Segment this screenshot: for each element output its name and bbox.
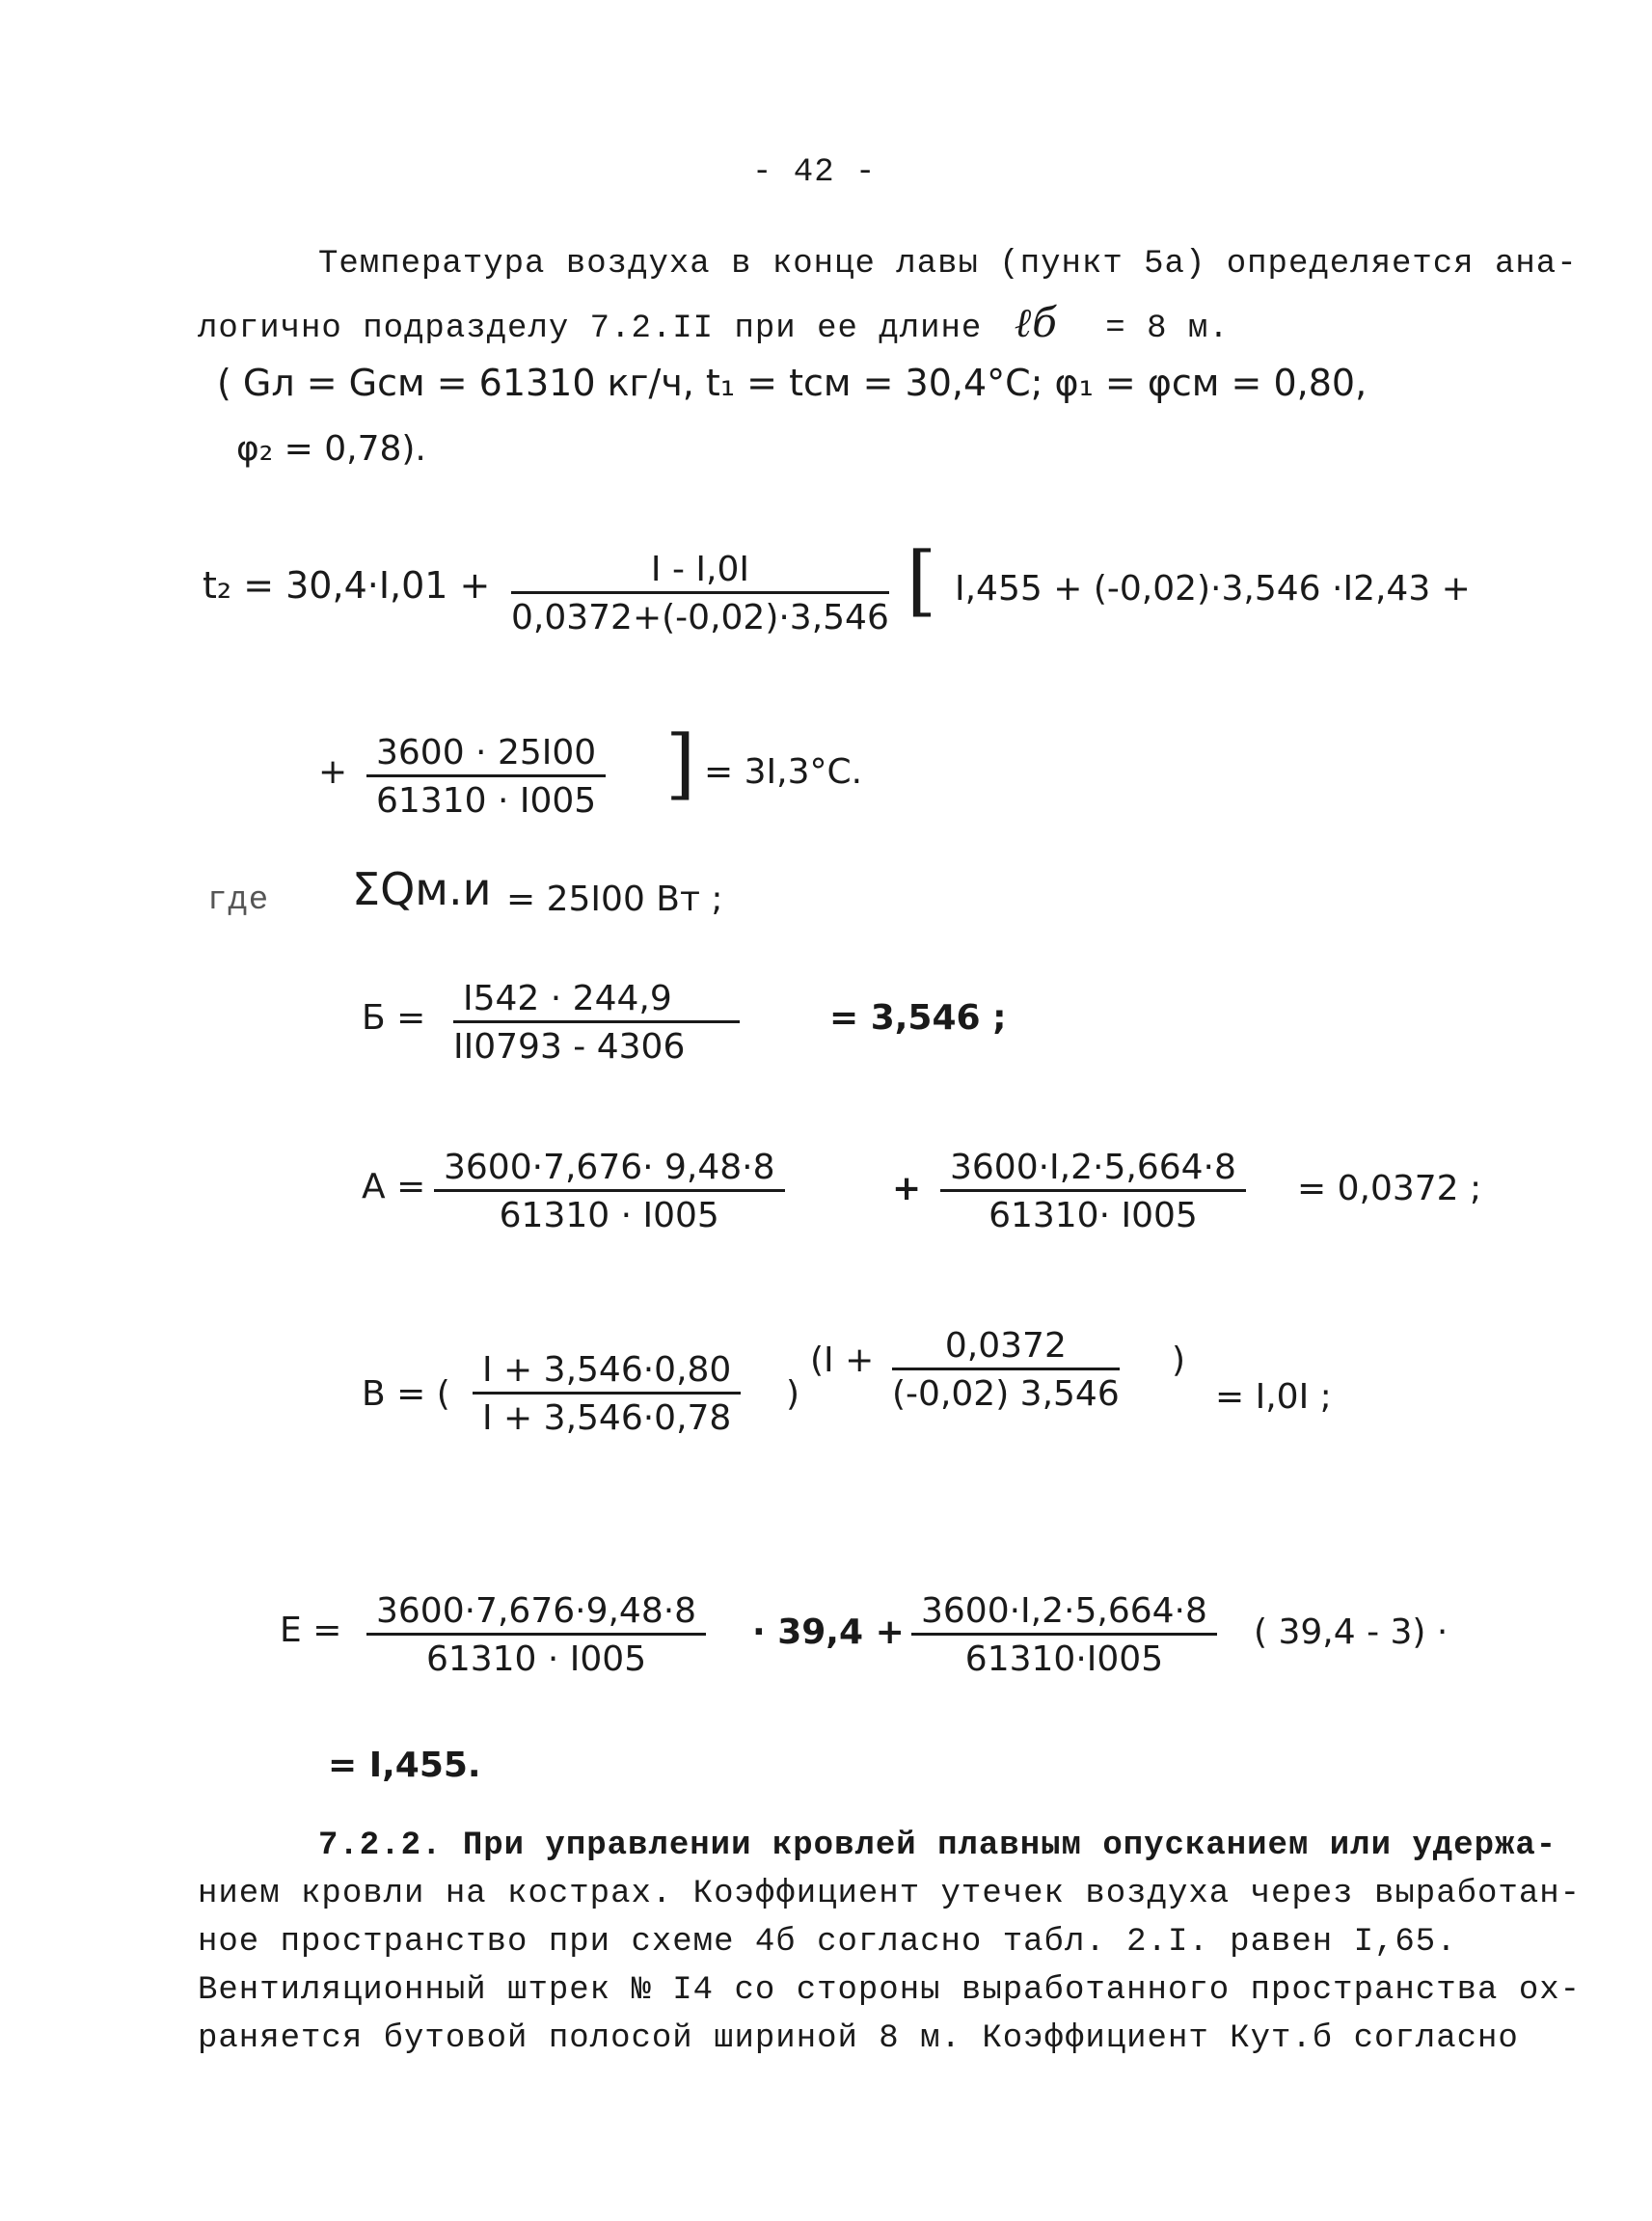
eq-e-fraction-2-numerator: 3600·I,2·5,664·8 — [911, 1591, 1217, 1636]
eq-e-result: = I,455. — [328, 1746, 481, 1785]
eq-a-fraction-2-denominator: 61310· I005 — [988, 1196, 1198, 1235]
eq-b-denominator: II0793 - 4306 — [453, 1027, 686, 1067]
eq1b-fraction-denominator: 61310 · I005 — [376, 781, 597, 821]
params-line-1: ( Gл = Gсм = 61310 кг/ч, t₁ = tсм = 30,4°C; φ₁ = φсм = 0,80, — [217, 362, 1368, 404]
page-number: - 42 - — [752, 154, 877, 191]
eq-e-fraction-1-numerator: 3600·7,676·9,48·8 — [366, 1591, 706, 1636]
eq-a-fraction-1-numerator: 3600·7,676· 9,48·8 — [434, 1148, 785, 1192]
eq-v-close-paren: ) — [786, 1374, 800, 1414]
eq-v-fraction-2-numerator: 0,0372 — [892, 1326, 1120, 1370]
params-line-2: φ₂ = 0,78). — [236, 429, 426, 469]
eq1-bracket-content: I,455 + (-0,02)·3,546 ·I2,43 + — [955, 569, 1471, 609]
where-label: где — [207, 882, 270, 919]
eq1-fraction-numerator: I - I,0I — [511, 550, 889, 594]
eq-e-lhs: E = — [280, 1611, 342, 1650]
intro-line-2 — [198, 299, 1230, 347]
eq1b-result: = 3I,3°C. — [704, 752, 863, 792]
eq-v-fraction-1-numerator: I + 3,546·0,80 — [473, 1350, 741, 1395]
length-symbol: ℓб — [1014, 299, 1058, 346]
eq1-fraction — [511, 550, 889, 637]
eq-e-tail: ( 39,4 - 3) · — [1254, 1612, 1449, 1652]
eq-v-fraction-2 — [892, 1326, 1120, 1414]
section-line-4: Вентиляционный штрек № I4 со стороны выработанного пространства ох- — [198, 1972, 1582, 2009]
intro-line-2-text: логично подразделу 7.2.II при ее длине — [198, 311, 983, 347]
eq-v-fraction-2-denominator: (-0,02) 3,546 — [892, 1374, 1120, 1414]
eq1b-plus: + — [318, 752, 348, 792]
eq-a-fraction-1-denominator: 61310 · I005 — [499, 1196, 719, 1235]
eq-e-fraction-2 — [911, 1591, 1217, 1679]
eq-v-exponent-open: (I + — [810, 1341, 875, 1380]
eq-v-fraction-1-denominator: I + 3,546·0,78 — [482, 1398, 732, 1438]
eq-b-result: = 3,546 ; — [829, 998, 1007, 1038]
eq-e-fraction-1-denominator: 61310 · I005 — [425, 1639, 647, 1679]
eq-v-result: = I,0I ; — [1215, 1377, 1332, 1417]
eq-b-fraction — [453, 979, 740, 1067]
eq-a-fraction-2 — [940, 1148, 1246, 1235]
eq-a-fraction-1 — [434, 1148, 785, 1235]
length-value: = 8 м. — [1105, 311, 1230, 347]
eq-b-numerator: I542 · 244,9 — [453, 979, 740, 1023]
eq-v-lhs: В = ( — [362, 1374, 450, 1414]
eq-e-fraction-2-denominator: 61310·I005 — [964, 1639, 1164, 1679]
eq-v-fraction-1 — [473, 1350, 741, 1438]
section-line-2: нием кровли на кострах. Коэффициент утечек воздуха через выработан- — [198, 1876, 1582, 1912]
eq-a-lhs: А = — [362, 1167, 426, 1206]
eq1b-fraction — [366, 733, 606, 821]
section-line-1: 7.2.2. При управлении кровлей плавным опусканием или удержа- — [318, 1828, 1557, 1864]
eq-v-exponent-close: ) — [1172, 1341, 1186, 1380]
where-value: = 25I00 Вт ; — [506, 880, 723, 919]
eq1-open-bracket: [ — [907, 535, 937, 625]
section-line-3: ное пространство при схеме 4б согласно табл. 2.I. равен I,65. — [198, 1924, 1457, 1961]
eq1-lhs: t₂ = 30,4·I,01 + — [203, 564, 491, 607]
eq1b-fraction-numerator: 3600 · 25I00 — [366, 733, 606, 777]
eq1-fraction-denominator: 0,0372+(-0,02)·3,546 — [511, 598, 889, 637]
eq-e-middle: · 39,4 + — [752, 1612, 905, 1652]
intro-line-1: Температура воздуха в конце лавы (пункт 5а) определяется ана- — [318, 246, 1578, 283]
eq-a-result: = 0,0372 ; — [1297, 1169, 1482, 1208]
eq-b-lhs: Б = — [362, 998, 426, 1038]
where-expression: ΣQм.и — [352, 863, 492, 915]
section-line-5: раняется бутовой полосой шириной 8 м. Коэффициент Кут.б согласно — [198, 2020, 1519, 2057]
eq-e-fraction-1 — [366, 1591, 706, 1679]
eq1b-close-bracket: ] — [665, 718, 696, 808]
eq-a-plus: + — [892, 1169, 922, 1208]
eq-a-fraction-2-numerator: 3600·I,2·5,664·8 — [940, 1148, 1246, 1192]
